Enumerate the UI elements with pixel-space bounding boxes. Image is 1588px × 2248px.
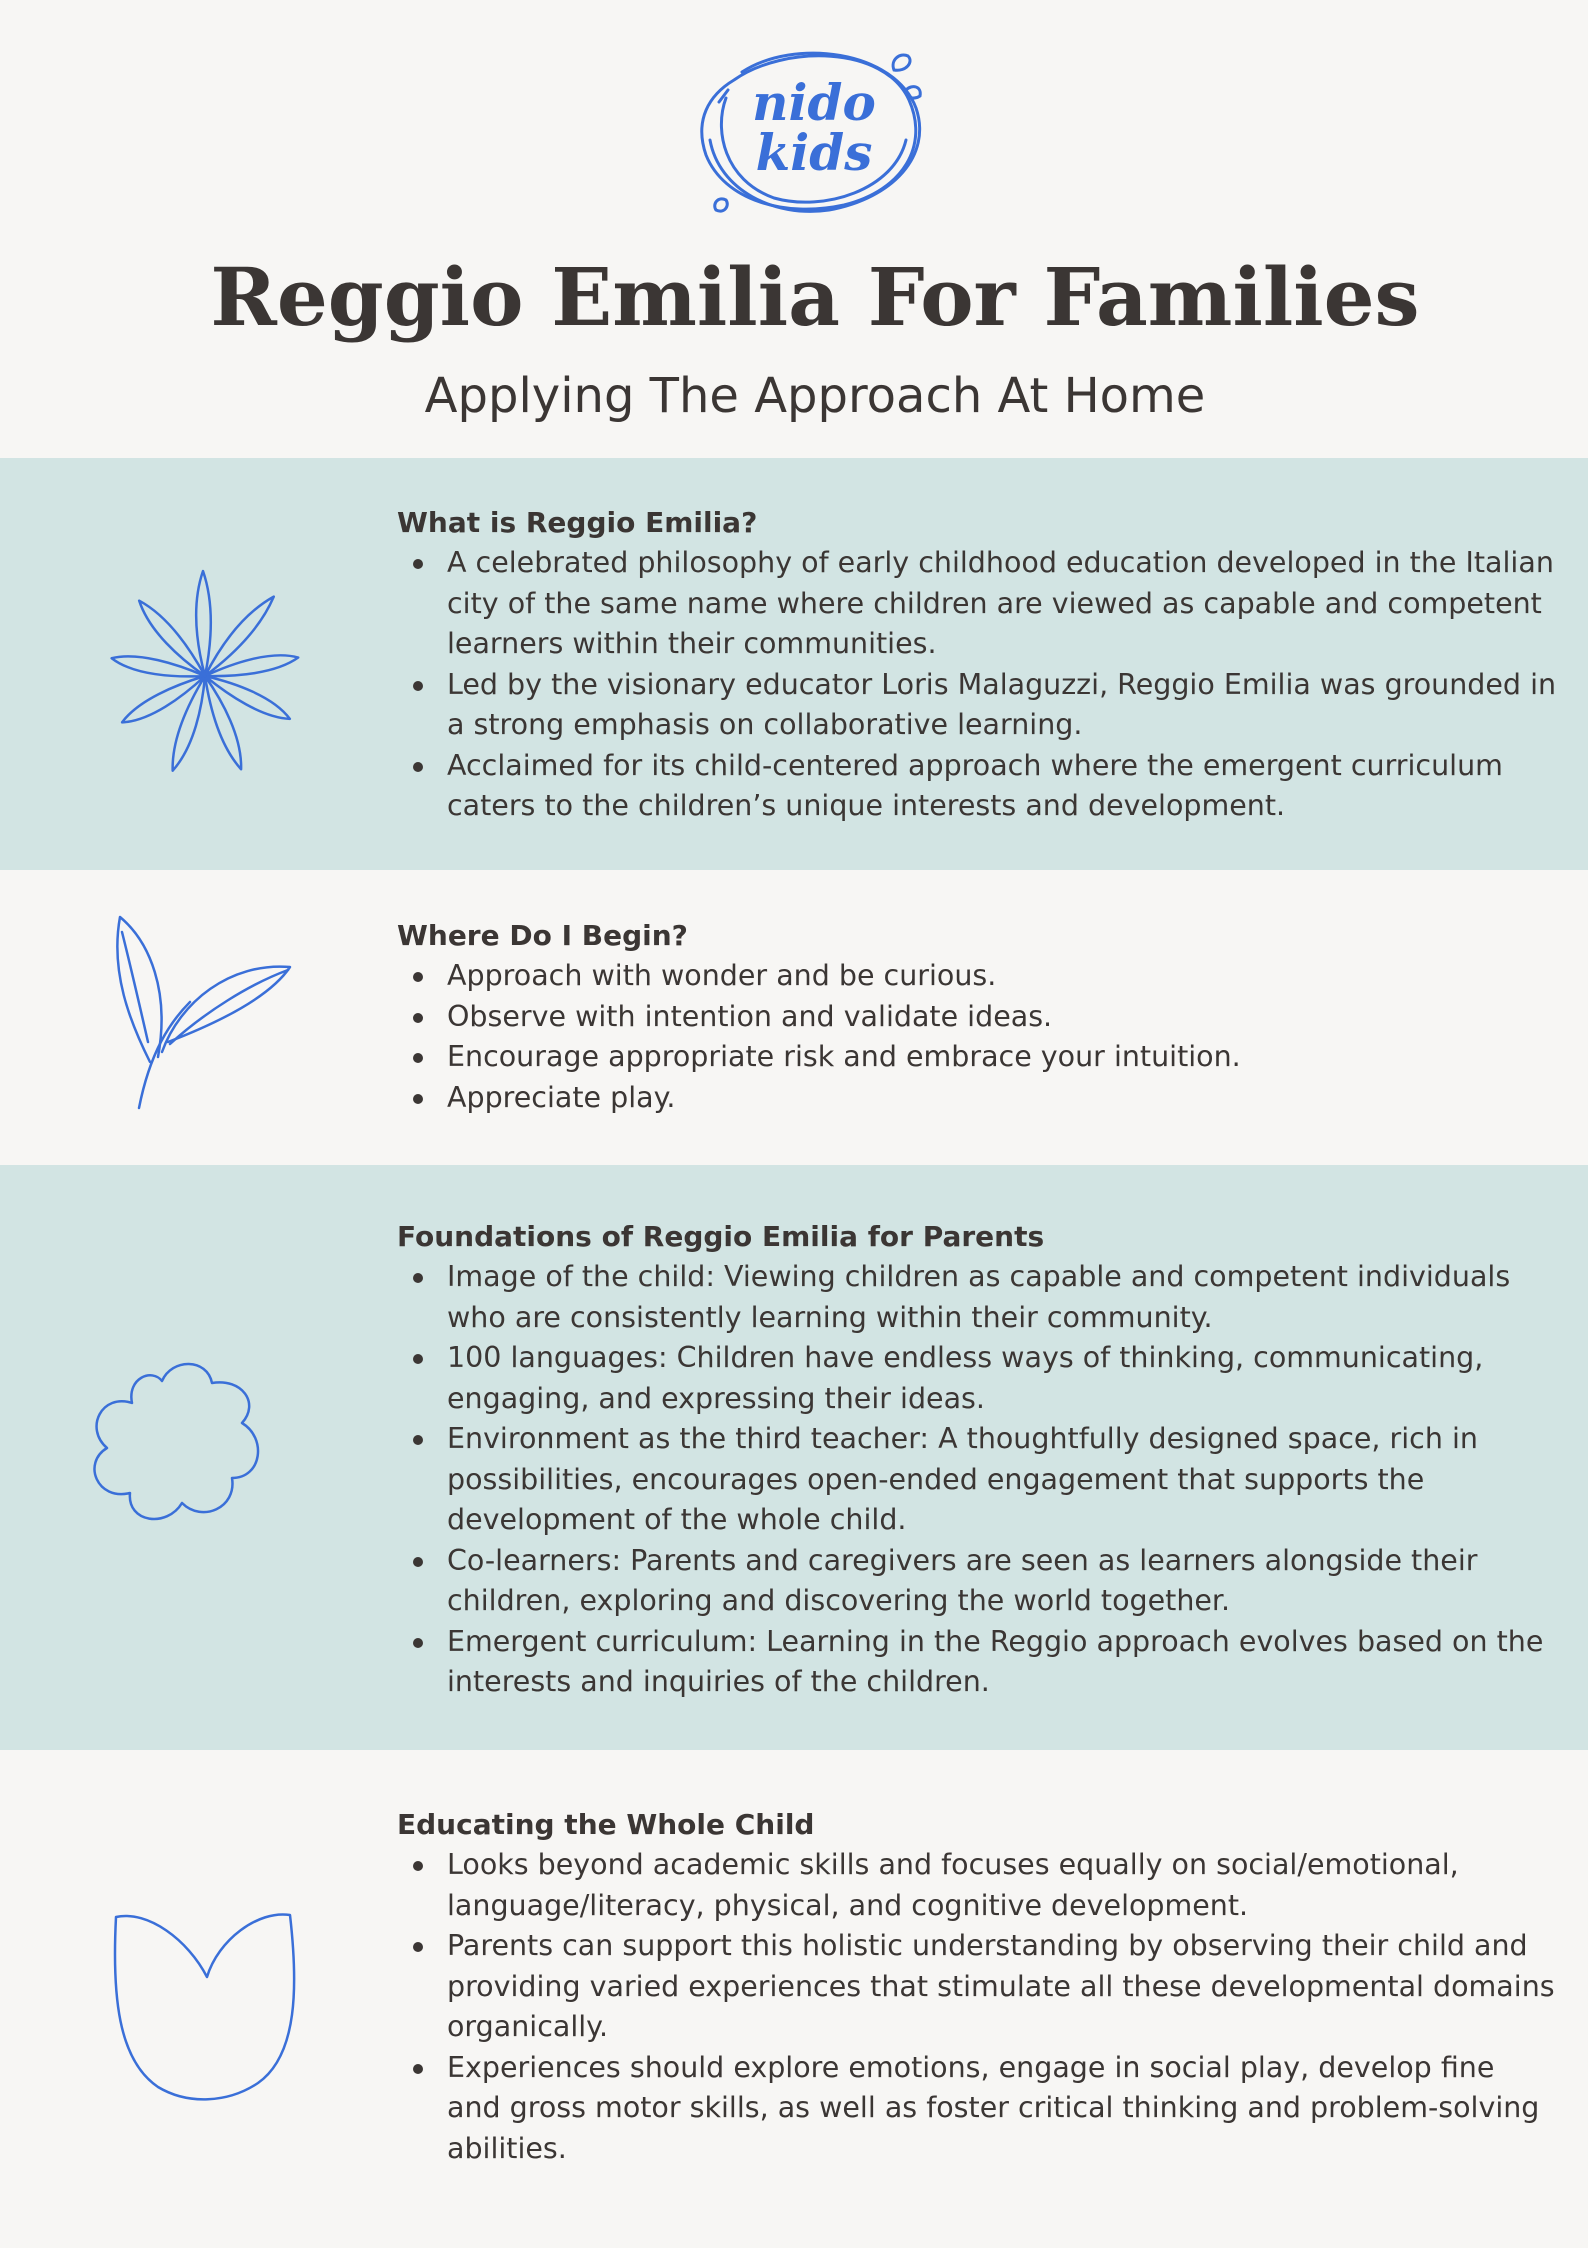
section-foundations bbox=[0, 1165, 1588, 1750]
sprout-leaves-icon bbox=[110, 912, 300, 1116]
section-content bbox=[397, 502, 1557, 827]
list-item: Acclaimed for its child-centered approach where the emergent curriculum caters to the children’s unique interests and development. bbox=[397, 746, 1557, 827]
list-item: 100 languages: Children have endless ways of thinking, communicating, engaging, and expressing their ideas. bbox=[397, 1338, 1557, 1419]
logo-word-nido: nido bbox=[752, 73, 876, 132]
section-what-is-reggio bbox=[0, 458, 1588, 870]
list-item: Co-learners: Parents and caregivers are seen as learners alongside their children, exploring and discovering the world together. bbox=[397, 1541, 1557, 1622]
section-heading: Where Do I Begin? bbox=[397, 919, 688, 952]
section-whole-child bbox=[0, 1750, 1588, 2248]
section-content bbox=[397, 1804, 1557, 2169]
section-content bbox=[397, 1216, 1557, 1703]
list-item: Looks beyond academic skills and focuses equally on social/emotional, language/literacy, physical, and cognitive development. bbox=[397, 1845, 1557, 1926]
list-item: Approach with wonder and be curious. bbox=[397, 956, 1557, 997]
bullet-list bbox=[397, 543, 1557, 827]
page-subtitle: Applying The Approach At Home bbox=[424, 368, 1206, 424]
logo-word-kids: kids bbox=[755, 123, 873, 182]
list-item: A celebrated philosophy of early childhood education developed in the Italian city of the same name where children are viewed as capable and competent learners within their communities. bbox=[397, 543, 1557, 665]
section-heading: What is Reggio Emilia? bbox=[397, 506, 758, 539]
list-item: Parents can support this holistic understanding by observing their child and providing varied experiences that stimulate all these developmental domains organically. bbox=[397, 1926, 1557, 2048]
list-item: Encourage appropriate risk and embrace your intuition. bbox=[397, 1037, 1557, 1078]
bullet-list bbox=[397, 956, 1557, 1118]
nido-kids-logo bbox=[694, 40, 934, 230]
list-item: Observe with intention and validate ideas. bbox=[397, 997, 1557, 1038]
list-item: Image of the child: Viewing children as capable and competent individuals who are consistently learning within their community. bbox=[397, 1257, 1557, 1338]
section-heading: Educating the Whole Child bbox=[397, 1808, 815, 1841]
section-heading: Foundations of Reggio Emilia for Parents bbox=[397, 1220, 1045, 1253]
section-content bbox=[397, 915, 1557, 1118]
page-title: Reggio Emilia For Families bbox=[210, 250, 1420, 344]
list-item: Experiences should explore emotions, engage in social play, develop fine and gross motor skills, as well as foster critical thinking and problem-solving abilities. bbox=[397, 2048, 1557, 2170]
bullet-list bbox=[397, 1257, 1557, 1703]
list-item: Appreciate play. bbox=[397, 1078, 1557, 1119]
starburst-flower-icon bbox=[105, 566, 305, 790]
list-item: Emergent curriculum: Learning in the Reggio approach evolves based on the interests and inquiries of the children. bbox=[397, 1622, 1557, 1703]
bullet-list bbox=[397, 1845, 1557, 2169]
section-where-begin bbox=[0, 870, 1588, 1165]
tulip-icon bbox=[108, 1905, 298, 2109]
list-item: Led by the visionary educator Loris Malaguzzi, Reggio Emilia was grounded in a strong emphasis on collaborative learning. bbox=[397, 665, 1557, 746]
list-item: Environment as the third teacher: A thoughtfully designed space, rich in possibilities, encourages open-ended engagement that supports the development of the whole child. bbox=[397, 1419, 1557, 1541]
page-header bbox=[0, 0, 1588, 458]
cloud-flower-icon bbox=[82, 1353, 272, 1547]
